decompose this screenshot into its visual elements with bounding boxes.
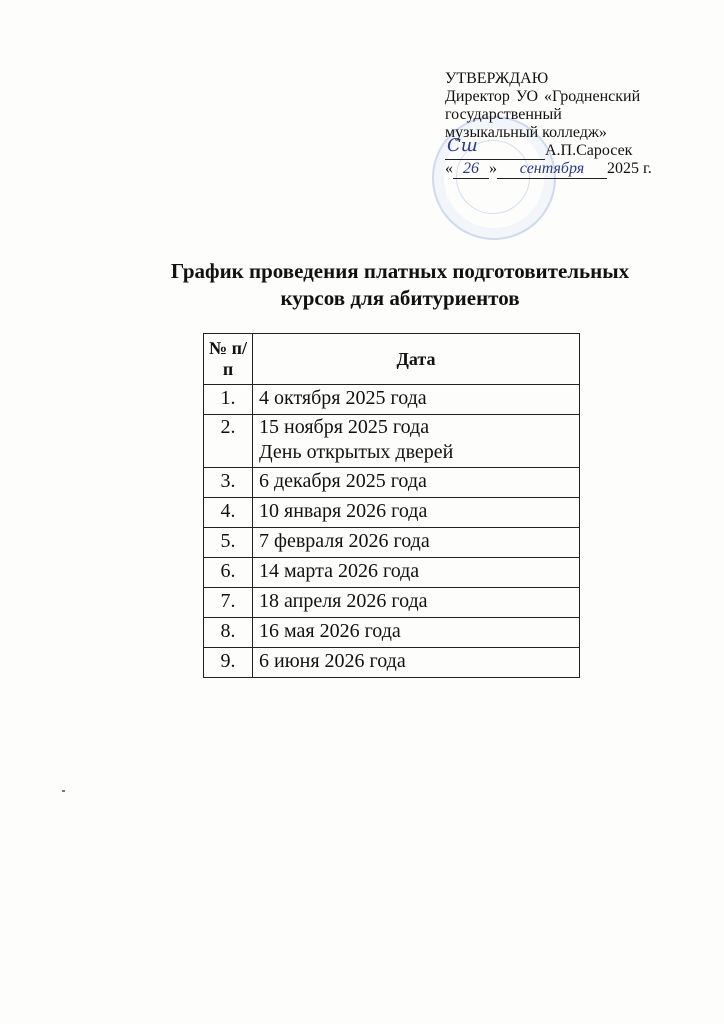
approval-date: [445, 160, 695, 179]
director-name: А.П.Саросек: [545, 142, 633, 159]
signature-line: [445, 135, 695, 160]
row-number: 9.: [204, 648, 253, 678]
row-date-cell: [253, 415, 580, 468]
row-date: 4 октября 2025 года: [253, 385, 580, 415]
header-date: Дата: [253, 334, 580, 385]
row-date: 6 декабря 2025 года: [253, 468, 580, 498]
table-row: [204, 468, 580, 498]
row-number: 7.: [204, 588, 253, 618]
row-number: 5.: [204, 528, 253, 558]
row-number: 8.: [204, 618, 253, 648]
table-row: [204, 588, 580, 618]
approval-block: [445, 70, 695, 179]
row-number: 3.: [204, 468, 253, 498]
row-number: 1.: [204, 385, 253, 415]
approval-heading: УТВЕРЖДАЮ: [445, 70, 549, 87]
title-line-1: График проведения платных подготовительных: [170, 259, 630, 283]
row-date: 14 марта 2026 года: [253, 558, 580, 588]
row-number: 2.: [204, 415, 253, 468]
table-row: [204, 385, 580, 415]
approval-line-1: Директор УО «Гродненский: [445, 88, 641, 105]
table-row: [204, 618, 580, 648]
row-date: 6 июня 2026 года: [253, 648, 580, 678]
row-date: 15 ноября 2025 года: [259, 416, 430, 438]
row-number: 4.: [204, 498, 253, 528]
table-row: [204, 558, 580, 588]
scan-speck: [62, 790, 65, 792]
row-date: 7 февраля 2026 года: [253, 528, 580, 558]
document-title: [100, 258, 700, 312]
approval-line-3: музыкальный колледж»: [445, 124, 607, 141]
date-year: 2025 г.: [607, 160, 652, 177]
row-date: 16 мая 2026 года: [253, 618, 580, 648]
date-close-quote: »: [489, 160, 497, 177]
title-line-2: курсов для абитуриентов: [280, 286, 520, 310]
date-open-quote: «: [445, 160, 453, 177]
table-row: [204, 415, 580, 468]
row-date: 18 апреля 2026 года: [253, 588, 580, 618]
approval-line-2: государственный: [445, 106, 562, 123]
row-note: День открытых дверей: [259, 441, 454, 463]
table-row: [204, 498, 580, 528]
schedule-table: [203, 333, 580, 678]
row-number: 6.: [204, 558, 253, 588]
table-row: [204, 528, 580, 558]
date-day: 26: [453, 160, 489, 179]
signature-field: [445, 135, 545, 160]
row-date: 10 января 2026 года: [253, 498, 580, 528]
date-month: сентября: [497, 160, 607, 179]
header-number: № п/п: [204, 334, 253, 385]
table-header-row: [204, 334, 580, 385]
table-row: [204, 648, 580, 678]
handwritten-signature: Сш: [447, 135, 478, 156]
